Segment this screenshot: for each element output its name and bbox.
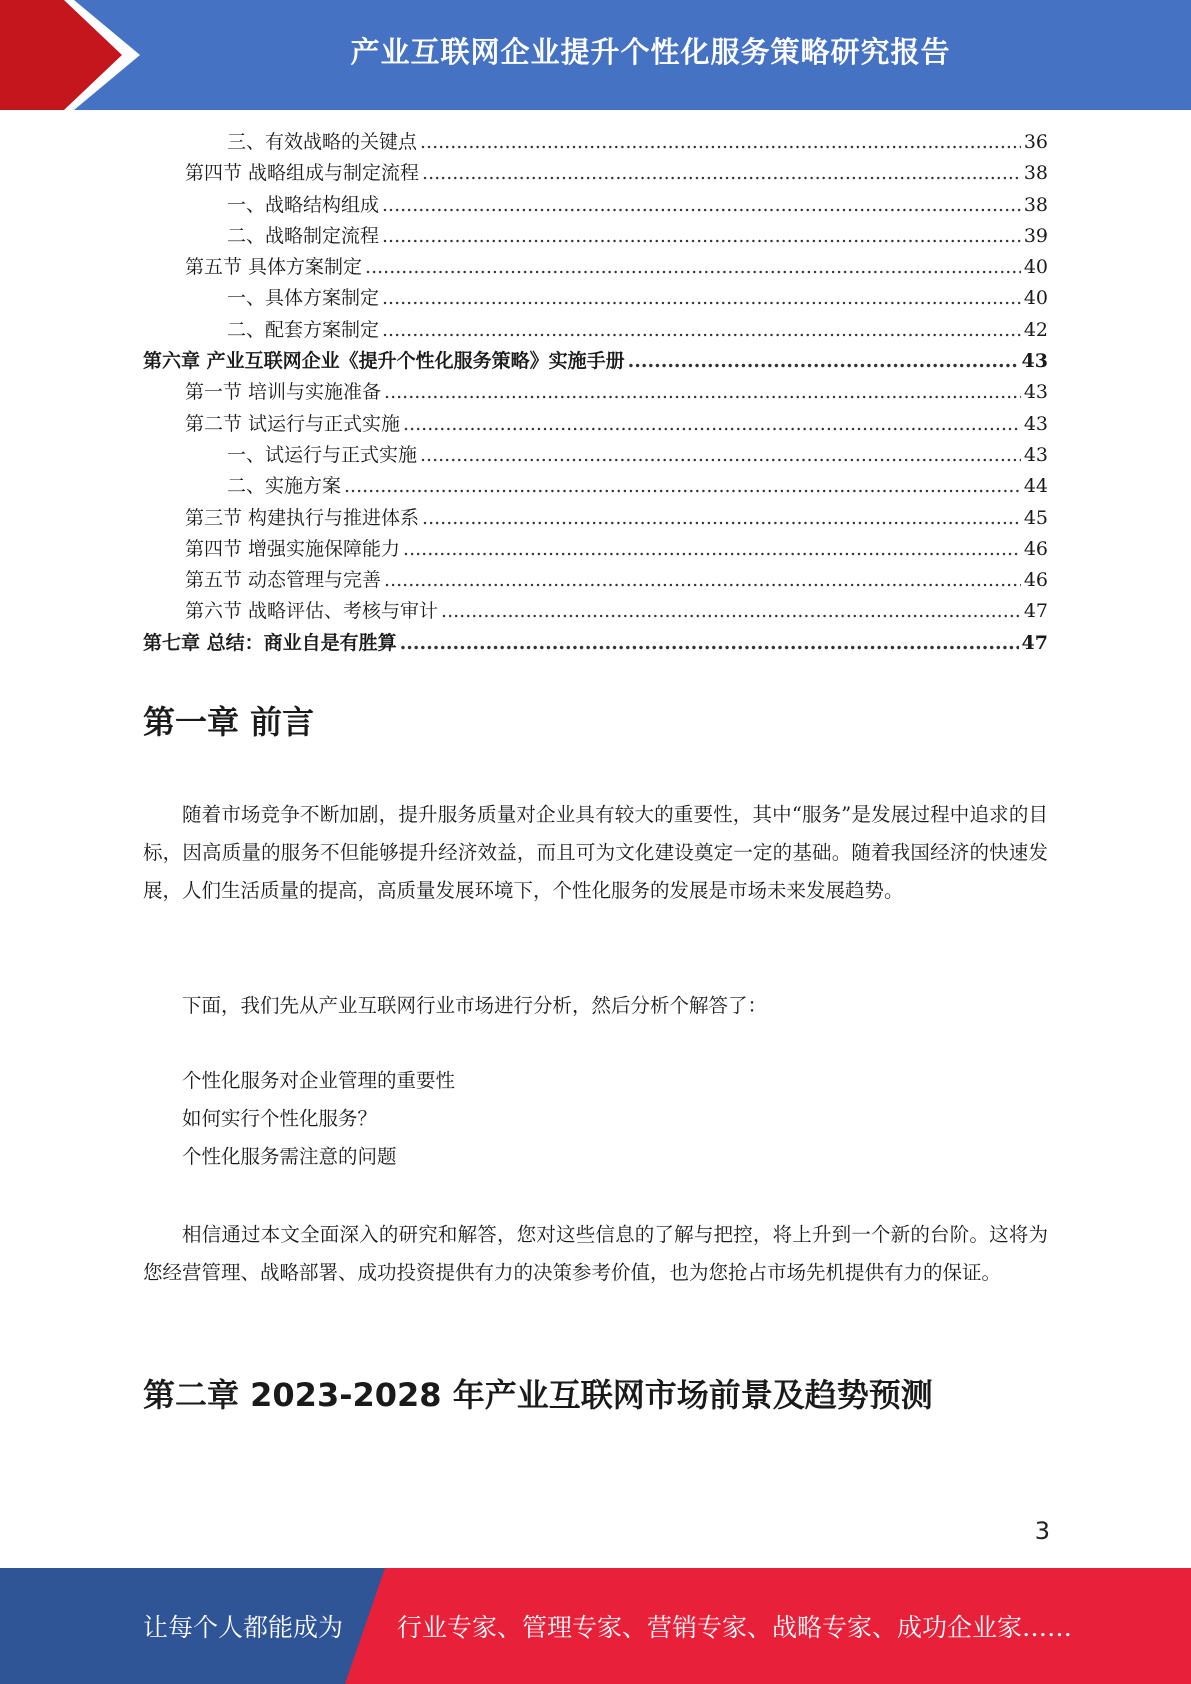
toc-entry-label: 二、战略制定流程 bbox=[227, 224, 380, 247]
toc-leader-dots bbox=[420, 127, 1021, 158]
toc-leader-dots bbox=[400, 628, 1019, 659]
toc-entry[interactable] bbox=[143, 534, 1048, 565]
toc-entry-page: 43 bbox=[1023, 443, 1048, 466]
footer-slogan-right: 行业专家、管理专家、营销专家、战略专家、成功企业家…… bbox=[397, 1613, 1073, 1642]
toc-entry[interactable] bbox=[143, 158, 1048, 189]
toc-leader-dots bbox=[382, 190, 1021, 221]
toc-leader-dots bbox=[382, 315, 1021, 346]
paragraph-text: 下面，我们先从产业互联网行业市场进行分析，然后分析个解答了： bbox=[182, 994, 768, 1017]
toc-entry-label: 第五节 动态管理与完善 bbox=[185, 569, 382, 592]
report-title: 产业互联网企业提升个性化服务策略研究报告 bbox=[350, 34, 951, 69]
toc-entry[interactable] bbox=[143, 503, 1048, 534]
toc-entry[interactable] bbox=[143, 190, 1048, 221]
header-chevron-decoration bbox=[0, 0, 150, 110]
toc-entry[interactable] bbox=[143, 221, 1048, 252]
paragraph-text: 随着市场竞争不断加剧，提升服务质量对企业具有较大的重要性，其中“服务”是发展过程中追求的目标，因高质量的服务不但能够提升经济效益，而且可为文化建设奠定一定的基础。随着我国经济的快速发展，人们生活质量的提高，高质量发展环境下，个性化服务的发展是市场未来发展趋势。 bbox=[143, 803, 1048, 902]
toc-entry-label: 一、战略结构组成 bbox=[227, 193, 380, 216]
table-of-contents bbox=[143, 127, 1048, 659]
toc-leader-dots bbox=[382, 221, 1021, 252]
toc-entry-label: 二、配套方案制定 bbox=[227, 318, 380, 341]
page-footer bbox=[0, 1568, 1191, 1684]
toc-entry[interactable] bbox=[143, 628, 1048, 659]
toc-entry-page: 47 bbox=[1021, 631, 1048, 654]
toc-entry-label: 第六章 产业互联网企业《提升个性化服务策略》实施手册 bbox=[143, 350, 625, 373]
toc-leader-dots bbox=[384, 377, 1021, 408]
list-item: 个性化服务对企业管理的重要性 bbox=[182, 1069, 456, 1092]
chapter-heading: 第一章 前言 bbox=[143, 703, 315, 741]
toc-entry[interactable] bbox=[143, 440, 1048, 471]
toc-entry[interactable] bbox=[143, 283, 1048, 314]
toc-entry-page: 45 bbox=[1023, 506, 1048, 529]
toc-entry[interactable] bbox=[143, 409, 1048, 440]
toc-entry[interactable] bbox=[143, 471, 1048, 502]
toc-entry-page: 38 bbox=[1023, 162, 1048, 185]
toc-entry-page: 46 bbox=[1023, 569, 1048, 592]
list-item: 个性化服务需注意的问题 bbox=[182, 1145, 397, 1168]
toc-entry[interactable] bbox=[143, 565, 1048, 596]
toc-entry-page: 42 bbox=[1023, 318, 1048, 341]
toc-entry-label: 二、实施方案 bbox=[227, 475, 342, 498]
toc-entry[interactable] bbox=[143, 315, 1048, 346]
toc-entry[interactable] bbox=[143, 127, 1048, 158]
body-paragraph bbox=[143, 987, 1048, 1025]
toc-entry[interactable] bbox=[143, 377, 1048, 408]
question-list bbox=[143, 1062, 1048, 1176]
toc-entry-label: 第一节 培训与实施准备 bbox=[185, 381, 382, 404]
toc-leader-dots bbox=[344, 471, 1021, 502]
toc-entry-label: 第四节 增强实施保障能力 bbox=[185, 537, 401, 560]
toc-entry-label: 第四节 战略组成与制定流程 bbox=[185, 162, 420, 185]
page-number: 3 bbox=[1034, 1517, 1050, 1545]
toc-entry[interactable] bbox=[143, 596, 1048, 627]
toc-leader-dots bbox=[628, 346, 1019, 377]
toc-leader-dots bbox=[384, 565, 1021, 596]
toc-entry-label: 第二节 试运行与正式实施 bbox=[185, 412, 401, 435]
footer-slogan-left: 让每个人都能成为 bbox=[143, 1613, 344, 1642]
toc-entry-label: 一、试运行与正式实施 bbox=[227, 443, 418, 466]
list-item: 如何实行个性化服务？ bbox=[182, 1107, 378, 1130]
paragraph-text: 相信通过本文全面深入的研究和解答，您对这些信息的了解与把控，将上升到一个新的台阶。这将为您经营管理、战略部署、成功投资提供有力的决策参考价值，也为您抢占市场先机提供有力的保证。 bbox=[143, 1223, 1048, 1284]
toc-leader-dots bbox=[422, 158, 1021, 189]
toc-entry-page: 38 bbox=[1023, 193, 1048, 216]
toc-entry-page: 40 bbox=[1023, 256, 1048, 279]
toc-leader-dots bbox=[403, 534, 1021, 565]
toc-entry[interactable] bbox=[143, 346, 1048, 377]
toc-entry-label: 第三节 构建执行与推进体系 bbox=[185, 506, 420, 529]
toc-entry-page: 39 bbox=[1023, 224, 1048, 247]
toc-entry-label: 三、有效战略的关键点 bbox=[227, 131, 418, 153]
toc-entry-page: 36 bbox=[1023, 131, 1048, 153]
toc-entry[interactable] bbox=[143, 252, 1048, 283]
toc-leader-dots bbox=[365, 252, 1021, 283]
toc-leader-dots bbox=[422, 503, 1021, 534]
toc-leader-dots bbox=[441, 596, 1021, 627]
toc-entry-label: 第七章 总结：商业自是有胜算 bbox=[143, 631, 397, 654]
toc-entry-page: 40 bbox=[1023, 287, 1048, 310]
page-header bbox=[0, 0, 1191, 110]
toc-leader-dots bbox=[382, 283, 1021, 314]
toc-entry-page: 44 bbox=[1023, 475, 1048, 498]
toc-entry-page: 43 bbox=[1023, 412, 1048, 435]
toc-entry-label: 第六节 战略评估、考核与审计 bbox=[185, 600, 439, 623]
toc-entry-page: 43 bbox=[1021, 350, 1048, 373]
toc-leader-dots bbox=[403, 409, 1021, 440]
chapter-heading: 第二章 2023-2028 年产业互联网市场前景及趋势预测 bbox=[143, 1376, 933, 1414]
body-paragraph bbox=[143, 796, 1048, 910]
toc-leader-dots bbox=[420, 440, 1021, 471]
toc-entry-page: 47 bbox=[1023, 600, 1048, 623]
toc-entry-page: 46 bbox=[1023, 537, 1048, 560]
toc-entry-label: 第五节 具体方案制定 bbox=[185, 256, 363, 279]
toc-entry-page: 43 bbox=[1023, 381, 1048, 404]
body-paragraph bbox=[143, 1216, 1048, 1292]
toc-entry-label: 一、具体方案制定 bbox=[227, 287, 380, 310]
